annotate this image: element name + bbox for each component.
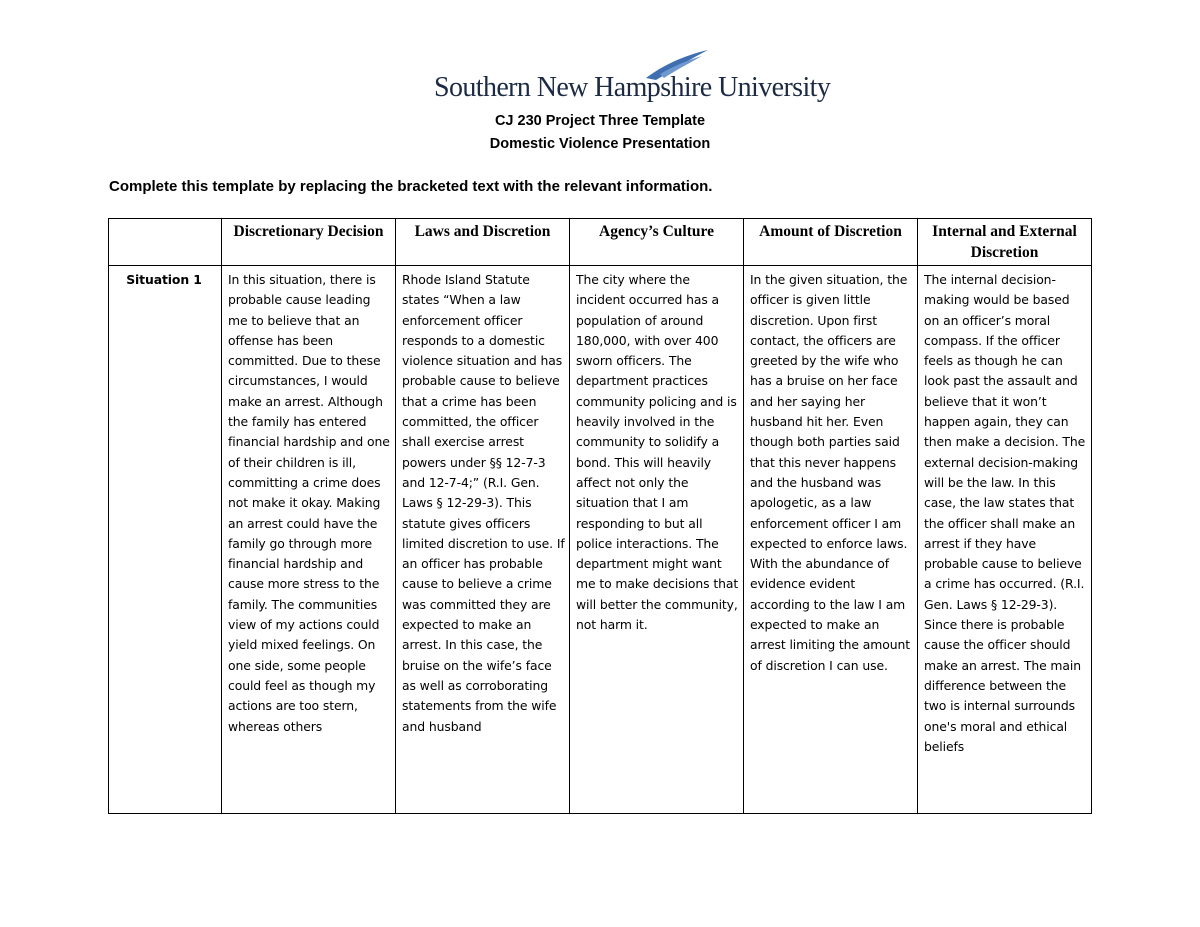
document-title: CJ 230 Project Three Template	[494, 113, 706, 129]
cell-laws-and-discretion[interactable]	[396, 266, 570, 814]
document-subtitle: Domestic Violence Presentation	[489, 136, 711, 152]
row-label-situation-1: Situation 1	[109, 266, 222, 814]
cell-text: Rhode Island Statute states “When a law enforcement officer responds to a domestic violence situation and has probable cause to believe that a crime has been committed, the officer shall exercise arrest powers under §§ 12-7-3 and 12-7-4;” (R.I. Gen. Laws § 12-29-3). This statute gives officers limited discretion to use. If an officer has probable cause to believe a crime was committed they are expected to make an arrest. In this case, the bruise on the wife’s face as well as corroborating statements from the wife and husband	[402, 272, 565, 734]
cell-amount-of-discretion[interactable]	[744, 266, 918, 814]
column-header-amount-of-discretion: Amount of Discretion	[744, 219, 918, 266]
column-header-blank	[109, 219, 222, 266]
column-header-agency-culture: Agency’s Culture	[570, 219, 744, 266]
university-logo	[432, 48, 831, 104]
cell-text: The internal decision-making would be based on an officer’s moral compass. If the officer feels as though he can look past the assault and believe that it won’t happen again, they can then make a decision. The external decision-making will be the law. In this case, the law states that the officer shall make an arrest if they have probable cause to believe a crime has occurred. (R.I. Gen. Laws § 12-29-3). Since there is probable cause the officer should make an arrest. The main difference between the two is internal surrounds one's moral and ethical beliefs	[924, 272, 1086, 754]
cell-discretionary-decision[interactable]	[222, 266, 396, 814]
column-header-laws-and-discretion: Laws and Discretion	[396, 219, 570, 266]
column-header-internal-external-discretion: Internal and External Discretion	[918, 219, 1092, 266]
table-row	[109, 266, 1092, 814]
logo-text: Southern New Hampshire University	[434, 72, 831, 103]
cell-agency-culture[interactable]	[570, 266, 744, 814]
cell-text: The city where the incident occurred has a population of around 180,000, with over 400 sworn officers. The department practices community policing and is heavily involved in the community to solidify a bond. This will heavily affect not only the situation that I am responding to but all police interactions. The department might want me to make decisions that will better the community, not harm it.	[576, 272, 739, 633]
cell-internal-external-discretion[interactable]	[918, 266, 1092, 814]
template-table	[108, 218, 1092, 814]
cell-text: In the given situation, the officer is given little discretion. Upon first contact, the officers are greeted by the wife who has a bruise on her face and her saying her husband hit her. Even though both parties said that this never happens and the husband was apologetic, as a law enforcement officer I am expected to enforce laws. With the abundance of evidence evident according to the law I am expected to make an arrest limiting the amount of discretion I can use.	[750, 272, 911, 673]
cell-text: In this situation, there is probable cause leading me to believe that an offense has been committed. Due to these circumstances, I would make an arrest. Although the family has entered financial hardship and one of their children is ill, committing a crime does not make it okay. Making an arrest could have the family go through more financial hardship and cause more stress to the family. The communities view of my actions could yield mixed feelings. On one side, some people could feel as though my actions are too stern, whereas others	[228, 272, 390, 734]
table-header-row	[109, 219, 1092, 266]
instructions-text: Complete this template by replacing the bracketed text with the relevant information.	[109, 178, 713, 195]
column-header-discretionary-decision: Discretionary Decision	[222, 219, 396, 266]
